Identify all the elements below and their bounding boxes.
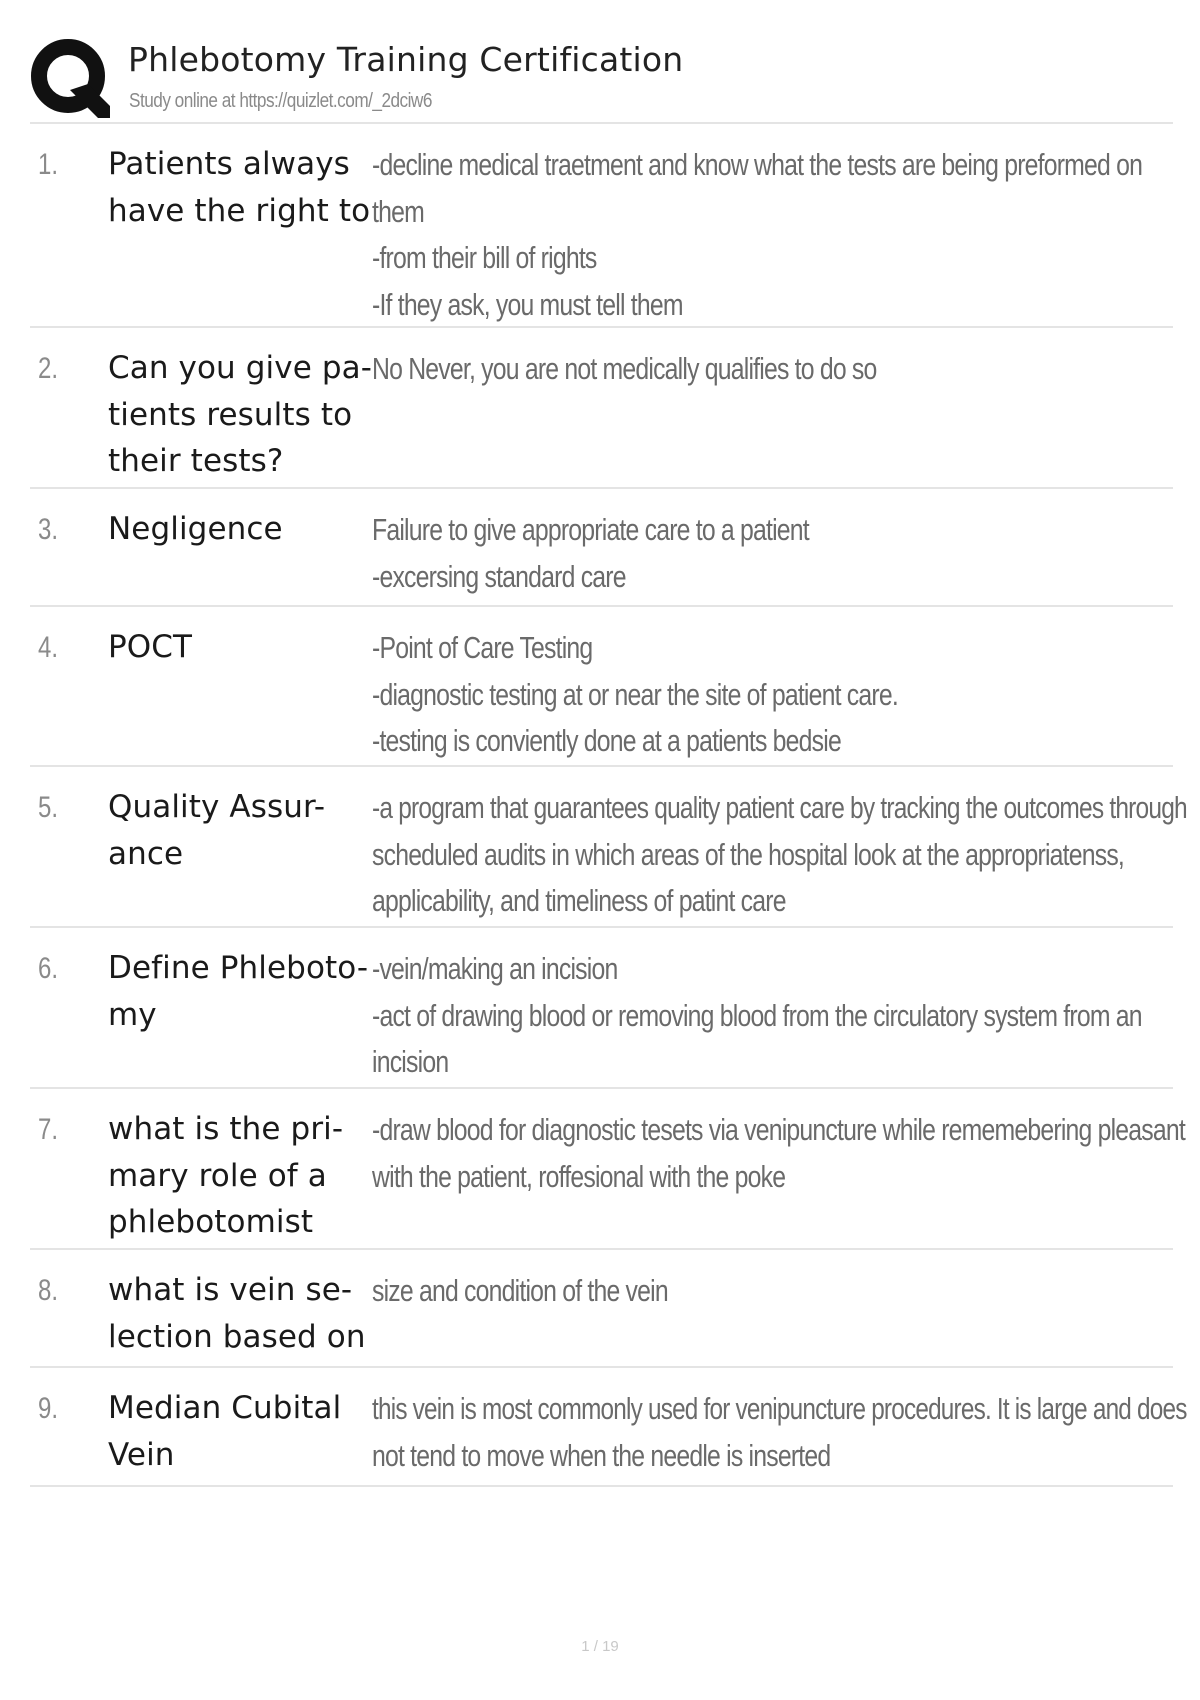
card-definition-line: -diagnostic testing at or near the site of patient care.	[372, 676, 898, 712]
flashcard-row	[30, 328, 1173, 489]
card-definition	[372, 1386, 1200, 1479]
card-term-line: tients results to	[108, 396, 353, 433]
card-term	[108, 506, 358, 553]
card-term-line: ance	[108, 835, 184, 872]
card-term-line: Can you give pa-	[108, 350, 372, 386]
card-definition-line: with the patient, roffesional with the poke	[372, 1158, 786, 1194]
card-definition	[372, 142, 1200, 328]
card-term-line: Patients always	[108, 146, 350, 182]
card-definition-line: -decline medical traetment and know what the tests are being preformed on	[372, 147, 1143, 182]
card-definition	[372, 946, 1200, 1086]
flashcard-row	[30, 767, 1187, 928]
card-number: 9.	[38, 1392, 59, 1425]
card-definition	[372, 785, 1200, 925]
flashcard-row	[30, 928, 1173, 1089]
card-term	[108, 1267, 366, 1360]
card-term-line: lection based on	[108, 1318, 366, 1355]
flashcard-row	[30, 1089, 1185, 1250]
quizlet-logo-icon	[30, 38, 110, 118]
card-definition-line: scheduled audits in which areas of the hospital look at the appropriatenss,	[372, 836, 1125, 872]
card-term	[108, 624, 358, 671]
card-definition-line: Failure to give appropriate care to a patient	[372, 512, 809, 547]
card-definition-line: -excersing standard care	[372, 558, 626, 594]
card-term	[108, 945, 369, 1038]
card-number: 4.	[38, 631, 59, 664]
card-number: 1.	[38, 148, 59, 181]
card-definition-line: No Never, you are not medically qualifies to do so	[372, 351, 877, 386]
card-term	[108, 1106, 358, 1246]
card-term-line: what is vein se-	[108, 1272, 353, 1308]
card-definition-line: size and condition of the vein	[372, 1273, 668, 1308]
document-title: Phlebotomy Training Certification	[128, 40, 684, 79]
card-definition-line: -If they ask, you must tell them	[372, 286, 683, 322]
card-definition-line: them	[372, 193, 424, 229]
card-number: 2.	[38, 352, 59, 385]
card-term-line: POCT	[108, 629, 193, 665]
card-term-line: have the right to	[108, 192, 371, 229]
card-definition-line: not tend to move when the needle is inserted	[372, 1437, 831, 1473]
card-definition	[372, 1107, 1200, 1200]
card-term-line: Median Cubital	[108, 1390, 342, 1426]
card-term	[108, 141, 371, 234]
card-definition-line: -draw blood for diagnostic tesets via venipuncture while rememebering pleasant	[372, 1112, 1185, 1147]
flashcard-row	[30, 124, 1173, 328]
card-definition-line: -act of drawing blood or removing blood from the circulatory system from an	[372, 997, 1142, 1033]
flashcard-row	[30, 489, 1173, 607]
card-definition-line: incision	[372, 1044, 449, 1079]
card-definition-line: applicability, and timeliness of patint care	[372, 883, 786, 918]
card-term-line: Define Phleboto-	[108, 950, 369, 986]
flashcard-row	[30, 1250, 1173, 1368]
card-number: 8.	[38, 1274, 59, 1307]
card-number: 6.	[38, 952, 59, 985]
page-number: 1 / 19	[581, 1638, 619, 1655]
card-term-line: mary role of a	[108, 1157, 327, 1194]
card-term	[108, 1385, 358, 1478]
card-definition-line: -from their bill of rights	[372, 240, 597, 275]
flashcard-list	[30, 122, 1187, 1487]
card-definition-line: -testing is conviently done at a patients bedsie	[372, 723, 841, 758]
card-term	[108, 345, 372, 485]
card-definition	[372, 1268, 1200, 1315]
card-definition-line: -a program that guarantees quality patient care by tracking the outcomes through	[372, 790, 1187, 825]
card-term-line: phlebotomist	[108, 1204, 314, 1240]
card-number: 3.	[38, 513, 59, 546]
card-term-line: my	[108, 996, 157, 1033]
card-definition-line: -Point of Care Testing	[372, 630, 593, 665]
card-term-line: their tests?	[108, 443, 284, 479]
card-term-line: Negligence	[108, 511, 283, 547]
card-definition-line: this vein is most commonly used for venipuncture procedures. It is large and does	[372, 1391, 1187, 1426]
card-term-line: Vein	[108, 1436, 175, 1473]
card-definition	[372, 346, 1200, 393]
flashcard-row	[30, 1368, 1187, 1487]
card-definition	[372, 507, 1200, 600]
card-definition-line: -vein/making an incision	[372, 951, 618, 986]
card-term	[108, 784, 358, 877]
document-header	[30, 38, 1170, 124]
card-definition	[372, 625, 1200, 765]
study-online-link[interactable]: Study online at https://quizlet.com/_2dciw6	[129, 90, 432, 112]
card-number: 5.	[38, 791, 59, 824]
card-number: 7.	[38, 1113, 59, 1146]
card-term-line: what is the pri-	[108, 1111, 344, 1147]
flashcard-row	[30, 607, 1173, 767]
card-term-line: Quality Assur-	[108, 789, 326, 825]
